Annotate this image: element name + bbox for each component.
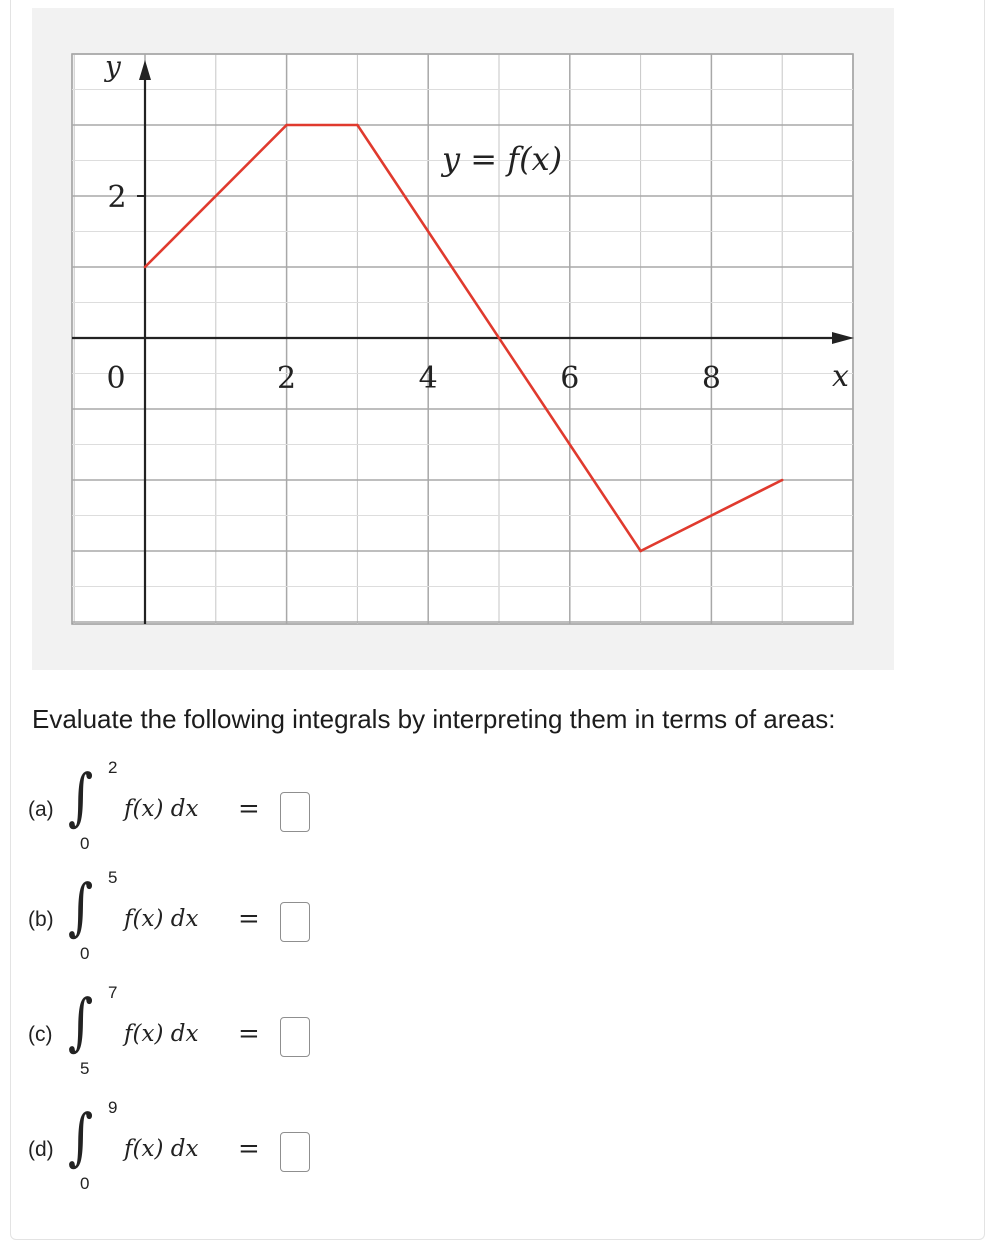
upper-limit: 9 xyxy=(108,1098,118,1117)
equals-sign: = xyxy=(238,1134,260,1164)
x-tick-label: 2 xyxy=(277,361,297,396)
graph-panel xyxy=(32,8,894,670)
lower-limit: 0 xyxy=(80,834,90,853)
equals-sign: = xyxy=(238,904,260,934)
answer-input[interactable] xyxy=(280,1132,310,1172)
question-label: (b) xyxy=(28,908,54,931)
y-axis-label: y xyxy=(105,50,121,83)
lower-limit: 5 xyxy=(80,1059,90,1078)
integral-question xyxy=(28,868,428,978)
integral-sign-icon: ∫ xyxy=(68,985,94,1058)
equals-sign: = xyxy=(238,794,260,824)
integrand: f(x) dx xyxy=(124,1136,199,1162)
integral-sign-icon: ∫ xyxy=(68,870,94,943)
lower-limit: 0 xyxy=(80,944,90,963)
answer-input[interactable] xyxy=(280,1017,310,1057)
upper-limit: 7 xyxy=(108,983,118,1002)
answer-input[interactable] xyxy=(280,902,310,942)
curve-label: y = f(x) xyxy=(442,140,563,178)
integrand: f(x) dx xyxy=(124,796,199,822)
curve-vertex xyxy=(356,124,359,127)
upper-limit: 5 xyxy=(108,868,118,887)
x-tick-label: 6 xyxy=(560,361,580,396)
curve-vertex xyxy=(781,479,784,482)
equals-sign: = xyxy=(238,1019,260,1049)
integral-sign-icon: ∫ xyxy=(68,760,94,833)
upper-limit: 2 xyxy=(108,758,118,777)
question-label: (a) xyxy=(28,798,54,821)
integral-question xyxy=(28,758,428,868)
y-tick-label: 2 xyxy=(107,180,127,215)
x-tick-label: 8 xyxy=(701,361,721,396)
x-axis-label: x xyxy=(832,359,849,394)
answer-input[interactable] xyxy=(280,792,310,832)
curve-vertex xyxy=(285,124,288,127)
integrand: f(x) dx xyxy=(124,906,199,932)
function-graph xyxy=(32,8,894,670)
integral-sign-icon: ∫ xyxy=(68,1100,94,1173)
integral-question xyxy=(28,983,428,1093)
question-label: (d) xyxy=(28,1138,54,1161)
integral-question xyxy=(28,1098,428,1208)
x-tick-label: 0 xyxy=(106,361,126,396)
x-tick-label: 4 xyxy=(418,361,438,396)
question-label: (c) xyxy=(28,1023,53,1046)
lower-limit: 0 xyxy=(80,1174,90,1193)
curve-vertex xyxy=(144,266,147,269)
integrand: f(x) dx xyxy=(124,1021,199,1047)
instructions: Evaluate the following integrals by interpreting them in terms of areas: xyxy=(32,704,836,734)
curve-vertex xyxy=(639,550,642,553)
